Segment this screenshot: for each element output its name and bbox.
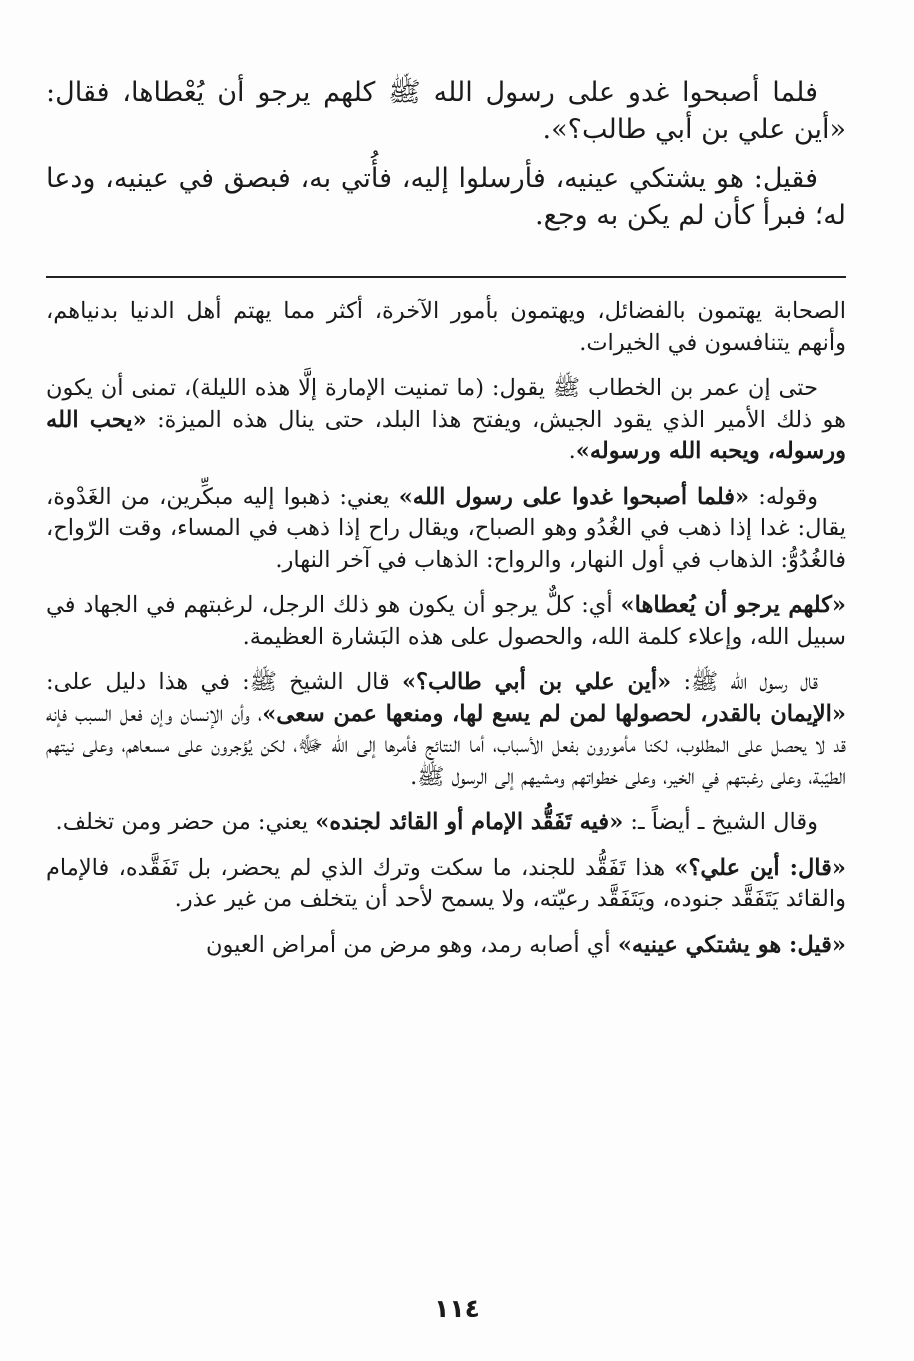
text-run: أي أصابه رمد، وهو مرض من أمراض العيون	[205, 931, 618, 958]
page-number: ١١٤	[434, 1294, 480, 1323]
text-run: وقال الشيخ ـ أيضاً ـ:	[623, 809, 818, 835]
commentary-text	[46, 296, 846, 975]
quote-run: «يحب الله ورسوله، ويحبه الله ورسوله»	[46, 406, 846, 464]
hadith-paragraph	[46, 160, 846, 234]
text-run: ، وأن الإنسان وإن فعل السبب فإنه قد لا يحصل على المطلوب، لكنا مأمورون بفعل الأسباب، أما النتائج فأمرها إلى الله ﷻ، لكن يُؤجرون على مسعاهم، وعلى نيتهم الطيّبة، وعلى رغبتهم في الخير، وعلى خطواتهم ومشيهم إلى الرسول ﷺ.	[46, 700, 846, 790]
text-run: قال رسول الله ﷺ:	[671, 669, 819, 695]
text-run: قال الشيخ ﷺ: في هذا دليل على:	[46, 669, 402, 695]
text-run: هذا تَفَقُّد للجند، ما سكت وترك الذي لم يحضر، بل تَفَقَّده، فالإمام والقائد يَتَفَقَّد جنوده، ويَتَفَقَّد رعيّته، ولا يسمح لأحد أن يتخلف من غير عذر.	[46, 854, 846, 912]
text-run: يعني: ذهبوا إليه مبكِّرين، من الغَدْوة، يقال: غدا إذا ذهب في الغُدُو وهو الصباح، ويقال راح إذا ذهب في المساء، وقت الرّواح، فالغُدُوُّ: الذهاب في أول النهار، والرواح: الذهاب في آخر النهار.	[46, 483, 846, 573]
commentary-paragraph	[46, 296, 846, 359]
text-run: .	[568, 438, 576, 464]
commentary-paragraph	[46, 667, 846, 793]
quote-run: «كلهم يرجو أن يُعطاها»	[620, 592, 846, 618]
text-run: يعني: من حضر ومن تخلف.	[55, 809, 316, 835]
commentary-paragraph	[46, 373, 846, 468]
text-run: حتى إن عمر بن الخطاب ﷺ يقول: (ما تمنيت الإمارة إلَّا هذه الليلة)، تمنى أن يكون هو ذلك الأمير الذي يقود الجيش، ويفتح هذا البلد، حتى ينال هذه الميزة:	[46, 375, 846, 433]
commentary-paragraph	[46, 482, 846, 577]
commentary-paragraph	[46, 590, 846, 653]
separator-line	[46, 276, 846, 278]
hadith-text	[46, 74, 846, 246]
quote-run: «الإيمان بالقدر، لحصولها لمن لم يسع لها، ومنعها عمن سعى»	[262, 700, 846, 727]
quote-run: «قال: أين علي؟»	[674, 854, 846, 881]
hadith-text-2: فقيل: هو يشتكي عينيه، فأرسلوا إليه، فأُتي به، فبصق في عينيه، ودعا له؛ فبرأ كأن لم يكن به وجع.	[46, 163, 846, 231]
hadith-paragraph	[46, 74, 846, 148]
text-run: وقوله:	[749, 483, 818, 510]
quote-run: «فلما أصبحوا غدوا على رسول الله»	[398, 483, 750, 510]
commentary-paragraph	[46, 853, 846, 916]
text-run: الصحابة يهتمون بالفضائل، ويهتمون بأمور الآخرة، أكثر مما يهتم أهل الدنيا بدنياهم، وأنهم يتنافسون في الخيرات.	[46, 298, 846, 356]
commentary-paragraph	[46, 807, 846, 839]
quote-run: «فيه تَفَقُّد الإمام أو القائد لجنده»	[315, 809, 624, 835]
quote-run: «أين علي بن أبي طالب؟»	[401, 669, 672, 695]
hadith-text-1: فلما أصبحوا غدو على رسول الله ﷺ كلهم يرجو أن يُعْطاها، فقال: «أين علي بن أبي طالب؟».	[46, 77, 846, 145]
quote-run: «قيل: هو يشتكي عينيه»	[617, 931, 846, 958]
commentary-paragraph	[46, 930, 846, 962]
text-run: أي: كلٌّ يرجو أن يكون هو ذلك الرجل، لرغبتهم في الجهاد في سبيل الله، وإعلاء كلمة الله، والحصول على هذه البَشارة العظيمة.	[46, 592, 846, 650]
